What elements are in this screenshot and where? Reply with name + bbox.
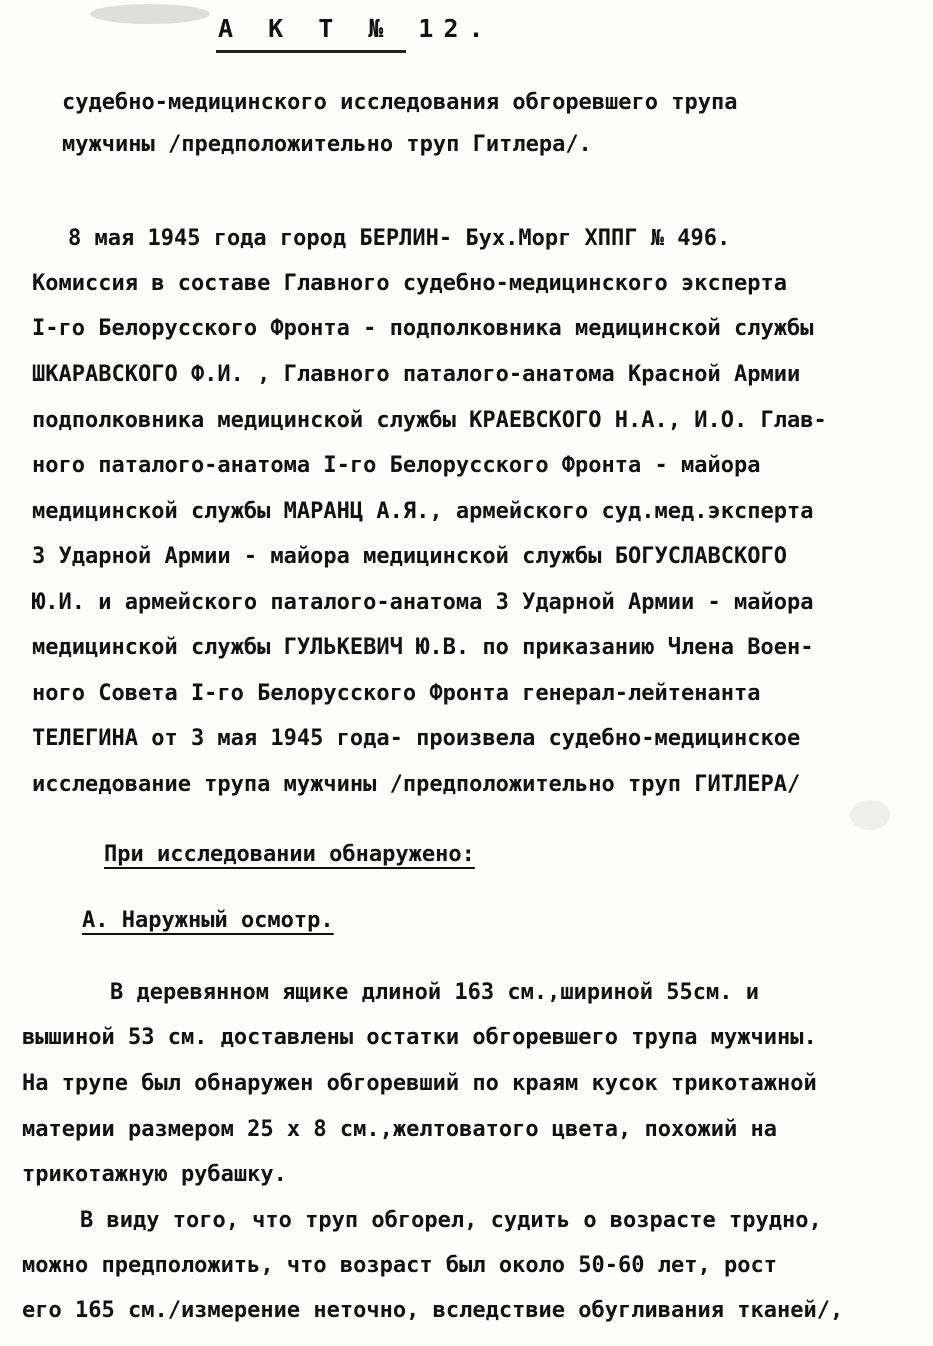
intro-line-10: медицинской службы ГУЛЬКЕВИЧ Ю.В. по приказанию Члена Воен-	[32, 635, 814, 660]
document-title: А К Т № 12.	[218, 14, 494, 43]
intro-line-11: ного Совета I-го Белорусского Фронта генерал-лейтенанта	[32, 681, 761, 706]
intro-line-4: ШКАРАВСКОГО Ф.И. , Главного паталого-анатома Красной Армии	[32, 362, 801, 387]
subtitle-line-2: мужчины /предположительно труп Гитлера/.	[62, 132, 592, 157]
subsection-heading: А. Наружный осмотр.	[82, 908, 334, 933]
body-line-4: материи размером 25 х 8 см.,желтоватого цвета, похожий на	[22, 1117, 777, 1142]
intro-line-9: Ю.И. и армейского паталого-анатома 3 Ударной Армии - майора	[32, 590, 814, 615]
intro-line-3: I-го Белорусского Фронта - подполковника медицинской службы	[32, 316, 814, 341]
intro-line-12: ТЕЛЕГИНА от 3 мая 1945 года- произвела судебно-медицинское	[32, 726, 801, 751]
intro-line-1: 8 мая 1945 года город БЕРЛИН- Бух.Морг ХППГ № 496.	[68, 226, 731, 251]
body-line-5: трикотажную рубашку.	[22, 1162, 287, 1187]
body-line-7: можно предположить, что возраст был около 50-60 лет, рост	[22, 1253, 777, 1278]
scan-smudge	[90, 4, 210, 24]
section-heading: При исследовании обнаружено:	[104, 842, 475, 867]
body-line-3: На трупе был обнаружен обгоревший по краям кусок трикотажной	[22, 1071, 817, 1096]
subtitle-line-1: судебно-медицинского исследования обгоревшего трупа	[62, 90, 738, 115]
body-line-6: В виду того, что труп обгорел, судить о возрасте трудно,	[80, 1208, 822, 1233]
title-underline	[216, 50, 406, 53]
intro-line-2: Комиссия в составе Главного судебно-медицинского эксперта	[32, 271, 787, 296]
body-line-1: В деревянном ящике длиной 163 см.,шириной 55см. и	[110, 980, 760, 1005]
intro-line-5: подполковника медицинской службы КРАЕВСКОГО Н.А., И.О. Глав-	[32, 408, 827, 433]
scan-smudge	[850, 800, 890, 830]
body-line-8: его 165 см./измерение неточно, вследствие обугливания тканей/,	[22, 1298, 844, 1323]
body-line-2: вышиной 53 см. доставлены остатки обгоревшего трупа мужчины.	[22, 1025, 817, 1050]
intro-line-13: исследование трупа мужчины /предположительно труп ГИТЛЕРА/	[32, 772, 801, 797]
intro-line-7: медицинской службы МАРАНЦ А.Я., армейского суд.мед.эксперта	[32, 499, 814, 524]
intro-line-8: 3 Ударной Армии - майора медицинской службы БОГУСЛАВСКОГО	[32, 544, 787, 569]
intro-line-6: ного паталого-анатома I-го Белорусского Фронта - майора	[32, 453, 761, 478]
